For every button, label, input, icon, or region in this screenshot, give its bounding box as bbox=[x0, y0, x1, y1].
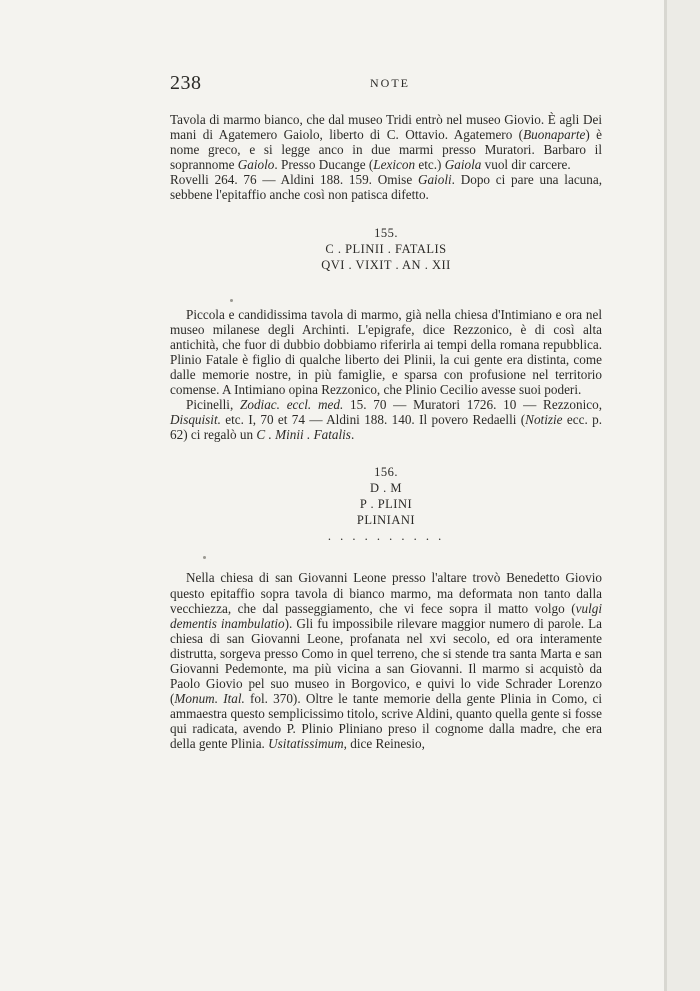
inscription-line: PLINIANI bbox=[356, 513, 416, 528]
text-run: Piccola e candidissima tavola di marmo, già nella chiesa d'Intimiano e ora nel museo milanese degli Archinti. L'epigrafe, dice Rezzonico, è di così alta antichità, che fuor di dubbio dobbiamo riferirla ai tempi della romana repubblica. Plinio Fatale è figlio di qualche liberto dei Plinii, la cui gente era distinta, come dalle memorie nostre, in più famiglie, e sparsa con profusione nel territorio comense. A Intimiano opina Rezzonico, che Plinio Cecilio avesse suoi poderi. bbox=[170, 306, 602, 398]
inscription-line: P . PLINI bbox=[359, 497, 413, 512]
text-run: , dice Reinesio, bbox=[343, 736, 425, 752]
paragraph bbox=[170, 307, 602, 398]
text-run: ) è nome greco, e si legge anco in due marmi presso Muratori. Barbaro il soprannome bbox=[170, 127, 602, 173]
italic-text: Zodiac. eccl. med. bbox=[240, 397, 344, 413]
paragraph bbox=[170, 570, 602, 751]
note-155 bbox=[170, 307, 602, 443]
text-run: Tavola di marmo bianco, che dal museo Tridi entrò nel museo Giovio. È agli Dei mani di Agatemero Gaiolo, liberto di C. Ottavio. Agatemero ( bbox=[170, 112, 602, 143]
page-header bbox=[170, 72, 610, 96]
inscription-number: 156. bbox=[374, 465, 398, 480]
note-156 bbox=[170, 570, 602, 751]
italic-text: vulgi dementis inambulatio bbox=[170, 600, 602, 631]
text-run: . Dopo ci pare una lacuna, sebbene l'epitaffio anche così non patisca difetto. bbox=[170, 172, 603, 203]
paragraph bbox=[170, 112, 602, 172]
note-154-tail bbox=[170, 112, 602, 203]
italic-text: Lexicon bbox=[373, 157, 416, 173]
italic-text: Usitatissimum bbox=[268, 736, 344, 752]
inscription-line: C . PLINII . FATALIS bbox=[325, 241, 447, 256]
text-run: etc. I, 70 et 74 — Aldini 188. 140. Il povero Redaelli ( bbox=[220, 412, 526, 428]
italic-text: C . Minii . Fatalis bbox=[256, 427, 351, 443]
text-run: Picinelli, bbox=[186, 397, 241, 413]
italic-text: Notizie bbox=[525, 412, 563, 428]
inscription-number: 155. bbox=[374, 225, 398, 240]
page-number: 238 bbox=[170, 72, 202, 94]
text-run: . Presso Ducange ( bbox=[274, 157, 374, 173]
text-run: ). Gli fu impossibile rilevare maggior numero di parole. La chiesa di san Giovanni Leone, profanata nel xvi secolo, ed ora interamente distrutta, sorgeva presso Como in quel terreno, che si stende tra santa Marta e san Giovanni Pedemonte, ma più vicina a san Giovanni. Il marmo si acquistò da Paolo Giovio pel suo museo in Borgovico, e quivi lo vide Schrader Lorenzo ( bbox=[170, 615, 602, 707]
paper-speck bbox=[230, 299, 233, 302]
italic-text: Gaiolo bbox=[237, 157, 275, 173]
inscription-line: D . M bbox=[369, 481, 403, 496]
text-run: Rovelli 264. 76 — Aldini 188. 159. Omise bbox=[170, 172, 418, 188]
paragraph bbox=[170, 172, 602, 202]
running-head: NOTE bbox=[370, 76, 410, 90]
inscription-156 bbox=[170, 464, 602, 544]
text-run: vuol dir carcere. bbox=[481, 157, 571, 173]
inscription-155 bbox=[170, 225, 602, 273]
text-run: fol. 370). Oltre le tante memorie della gente Plinia in Como, ci ammaestra questo semplicissimo titolo, scrive Aldini, quanto quella gente si fosse qui radicata, avendo P. Plinio Pliniano preso il cognome dalla madre, che era della gente Plinia. bbox=[170, 691, 602, 752]
italic-text: Gaioli bbox=[417, 172, 452, 188]
text-run: 15. 70 — Muratori 1726. 10 — Rezzonico, bbox=[343, 397, 602, 413]
text-run: Nella chiesa di san Giovanni Leone presso l'altare trovò Benedetto Giovio questo epitaffio sopra tavola di bianco marmo, ma deformata non tanto dalla vecchiezza, che dal passeggiamento, che vi fece sopra il matto volgo ( bbox=[170, 570, 602, 616]
page-body bbox=[170, 112, 602, 752]
inscription-line: QVI . VIXIT . AN . XII bbox=[321, 257, 451, 272]
paper-speck bbox=[203, 556, 206, 559]
text-run: ecc. p. 62) ci regalò un bbox=[170, 412, 602, 443]
text-run: . bbox=[350, 427, 355, 443]
text-run: etc.) bbox=[415, 157, 445, 173]
italic-text: Disquisit. bbox=[170, 412, 221, 428]
lacuna-dots: . . . . . . . . . . bbox=[327, 529, 445, 544]
paragraph bbox=[170, 397, 602, 442]
italic-text: Gaiola bbox=[444, 157, 482, 173]
italic-text: Buonaparte bbox=[523, 127, 586, 143]
italic-text: Monum. Ital. bbox=[174, 691, 245, 707]
